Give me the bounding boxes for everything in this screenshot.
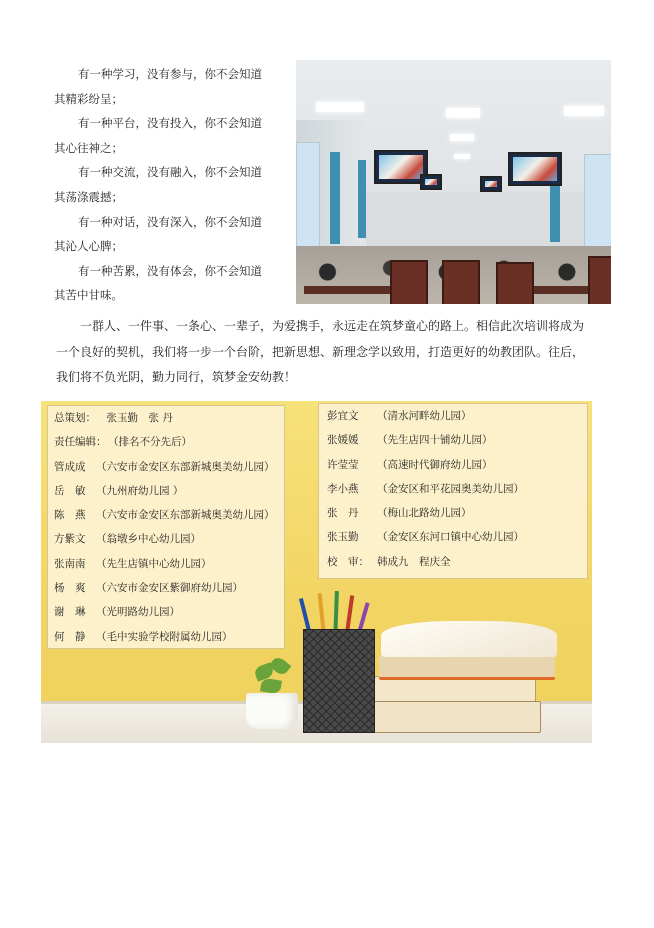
photo-window: [296, 142, 320, 248]
photo-curtain: [358, 160, 366, 238]
plant-pot-illustration: [246, 693, 298, 729]
credits-card-right: [318, 403, 588, 579]
credit-org: 张玉勤 张 丹: [96, 412, 173, 424]
credit-org: （毛中实验学校附属幼儿园）: [96, 630, 233, 643]
credit-org: （先生店四十铺幼儿园）: [377, 434, 493, 447]
credit-name: 谢 琳: [54, 606, 86, 619]
paragraph-line: 一群人、一件事、一条心、一辈子，为爱携手，永远走在筑梦童心的路上。相信此次培训将成为: [80, 319, 585, 333]
ceiling-light: [446, 108, 480, 118]
credit-org: （梅山北路幼儿园）: [377, 507, 472, 520]
credits-banner: [41, 401, 592, 743]
poem-line: 有一种平台，没有投入，你不会知道: [78, 116, 262, 131]
credit-org: （排名不分先后）: [108, 436, 192, 449]
poem-line: 其心往神之；: [54, 140, 123, 155]
credit-row: [54, 503, 284, 527]
book-illustration: [379, 655, 555, 680]
credit-row: [54, 552, 284, 576]
credit-name: 杨 爽: [54, 582, 86, 595]
photo-chair: [496, 262, 534, 304]
credit-row: [327, 501, 587, 525]
poem-line: 其苦中甘味。: [54, 288, 123, 303]
photo-chair: [588, 256, 611, 304]
credit-org: （清水河畔幼儿园）: [377, 410, 472, 422]
credit-row: [327, 453, 587, 477]
credit-row: [54, 527, 284, 551]
tv-screen: [480, 176, 502, 192]
credit-row: [54, 455, 284, 479]
pencil-cup-illustration: [303, 629, 375, 733]
photo-chair: [442, 260, 480, 304]
credit-org: （九州府幼儿园 ）: [96, 484, 184, 497]
credit-name: 张南南: [54, 557, 86, 570]
credit-name: 方紫文: [54, 533, 86, 546]
poem-line: 有一种对话，没有深入，你不会知道: [78, 214, 262, 229]
ceiling-light: [450, 134, 474, 141]
poem-line: 有一种苦累，没有体会，你不会知道: [78, 263, 262, 278]
poem-line: 有一种交流，没有融入，你不会知道: [78, 165, 262, 180]
credit-org: （光明路幼儿园）: [96, 606, 180, 619]
credit-row: [327, 477, 587, 501]
credit-name: 岳 敏: [54, 484, 86, 497]
credit-row: [54, 406, 284, 430]
credit-name: 陈 燕: [54, 509, 86, 522]
credit-row: [54, 576, 284, 600]
paragraph-line: 一个良好的契机，我们将一步一个台阶，把新思想、新理念学以致用，打造更好的幼教团队。往后，: [56, 344, 585, 359]
credit-row: [327, 525, 587, 549]
ceiling-light: [454, 154, 470, 159]
credit-org: （六安市金安区东部新城奥美幼儿园）: [96, 460, 275, 473]
book-illustration: [374, 676, 536, 704]
credit-org: （金安区和平花园奥美幼儿园）: [377, 482, 524, 495]
credit-row: [54, 430, 284, 454]
open-book-illustration: [381, 621, 557, 657]
credit-name: 李小燕: [327, 482, 359, 495]
credit-org: （金安区东河口镇中心幼儿园）: [377, 531, 524, 544]
credit-name: 何 静: [54, 630, 86, 643]
credit-org: （高速时代御府幼儿园）: [377, 458, 493, 471]
credit-org: （先生店镇中心幼儿园）: [96, 557, 212, 570]
closing-paragraph: [56, 314, 616, 391]
credit-row: [54, 479, 284, 503]
credit-name: 管成成: [54, 460, 86, 473]
credit-row: [327, 428, 587, 452]
credit-org: 韩成九 程庆全: [377, 555, 451, 568]
credit-org: （翁墩乡中心幼儿园）: [96, 533, 201, 546]
credit-row: [327, 404, 587, 428]
credits-card-left: [47, 405, 285, 649]
credit-row: [327, 550, 587, 574]
photo-chair: [390, 260, 428, 304]
photo-desk: [304, 286, 400, 294]
training-classroom-photo: [296, 60, 611, 304]
poem-line: 其精彩纷呈；: [54, 91, 123, 106]
tv-screen: [508, 152, 562, 186]
credit-row: [54, 600, 284, 624]
tv-screen: [420, 174, 442, 190]
credit-name: 张玉勤: [327, 531, 359, 544]
ceiling-light: [316, 102, 364, 112]
book-illustration: [371, 701, 541, 733]
poem-block: [54, 62, 288, 308]
credit-org: （六安市金安区东部新城奥美幼儿园）: [96, 509, 275, 522]
photo-curtain: [330, 152, 340, 244]
credit-org: （六安市金安区紫御府幼儿园）: [96, 582, 243, 595]
poem-line: 其荡涤震撼；: [54, 189, 123, 204]
credit-name: 总策划：: [54, 412, 96, 424]
poem-line: 有一种学习，没有参与，你不会知道: [78, 67, 262, 81]
paragraph-line: 我们将不负光阴，勤力同行，筑梦金安幼教！: [56, 370, 297, 384]
ceiling-light: [564, 106, 604, 116]
credit-name: 许莹莹: [327, 458, 359, 471]
credit-row: [54, 625, 284, 649]
credit-name: 张 丹: [327, 507, 359, 520]
credit-name: 张媛媛: [327, 434, 359, 447]
poem-line: 其沁人心脾；: [54, 239, 123, 254]
photo-window: [584, 154, 611, 248]
credit-name: 校 审：: [327, 555, 369, 568]
credit-name: 责任编辑：: [54, 436, 107, 449]
credit-name: 彭宜文: [327, 410, 359, 422]
